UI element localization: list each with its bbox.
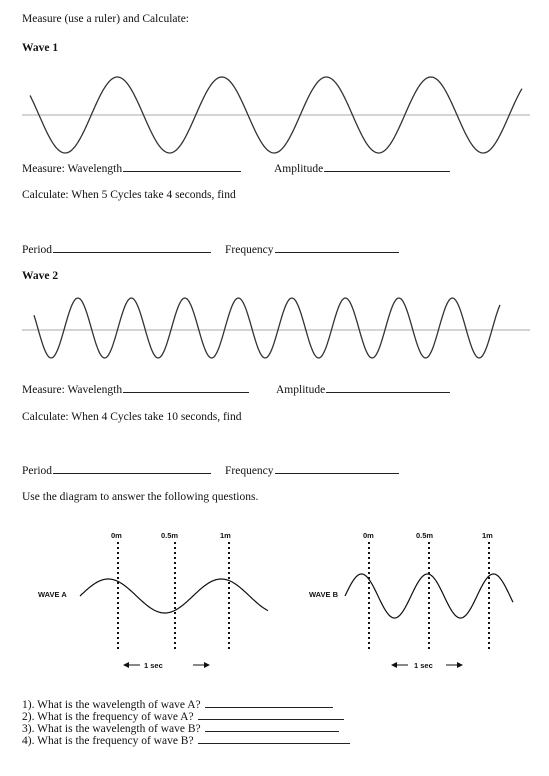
question-1 xyxy=(22,699,333,711)
waveA-tick-1m: 1m xyxy=(220,531,231,540)
question-4-answer-line[interactable] xyxy=(198,742,350,744)
waveB-curve xyxy=(345,574,513,618)
waveB-label: WAVE B xyxy=(309,590,339,599)
question-4-text: 4). What is the frequency of wave B? xyxy=(22,735,194,747)
waveA-tick-05m: 0.5m xyxy=(161,531,179,540)
wave2-wavelength-label: Measure: Wavelength xyxy=(22,384,123,396)
question-4 xyxy=(22,735,350,747)
waveB-time-label: 1 sec xyxy=(414,661,433,670)
question-3 xyxy=(22,723,339,735)
wave1-amplitude-label: Amplitude xyxy=(274,163,324,175)
wave1-title: Wave 1 xyxy=(22,42,59,54)
wave1-frequency-label: Frequency xyxy=(225,244,274,256)
waveB-tick-0m: 0m xyxy=(363,531,374,540)
wave1-wavelength-label: Measure: Wavelength xyxy=(22,163,123,175)
diagram-instruction: Use the diagram to answer the following questions. xyxy=(22,491,259,503)
wave2-calculate-text: Calculate: When 4 Cycles take 10 seconds, find xyxy=(22,411,242,423)
question-3-text: 3). What is the wavelength of wave B? xyxy=(22,723,201,735)
wave1-period-label: Period xyxy=(22,244,53,256)
wave2-amplitude-label: Amplitude xyxy=(276,384,326,396)
question-1-answer-line[interactable] xyxy=(205,706,333,708)
waveB-tick-1m: 1m xyxy=(482,531,493,540)
question-1-text: 1). What is the wavelength of wave A? xyxy=(22,699,201,711)
instruction-text: Measure (use a ruler) and Calculate: xyxy=(22,13,189,25)
wave2-title: Wave 2 xyxy=(22,270,59,282)
waveB-tick-05m: 0.5m xyxy=(416,531,434,540)
waveA-time-label: 1 sec xyxy=(144,661,163,670)
question-2-text: 2). What is the frequency of wave A? xyxy=(22,711,194,723)
question-2-answer-line[interactable] xyxy=(198,718,344,720)
question-3-answer-line[interactable] xyxy=(205,730,339,732)
waveA-label: WAVE A xyxy=(38,590,67,599)
wave1-calculate-text: Calculate: When 5 Cycles take 4 seconds, find xyxy=(22,189,236,201)
wave2-period-label: Period xyxy=(22,465,53,477)
wave2-frequency-label: Frequency xyxy=(225,465,274,477)
question-2 xyxy=(22,711,344,723)
waveA-tick-0m: 0m xyxy=(111,531,122,540)
